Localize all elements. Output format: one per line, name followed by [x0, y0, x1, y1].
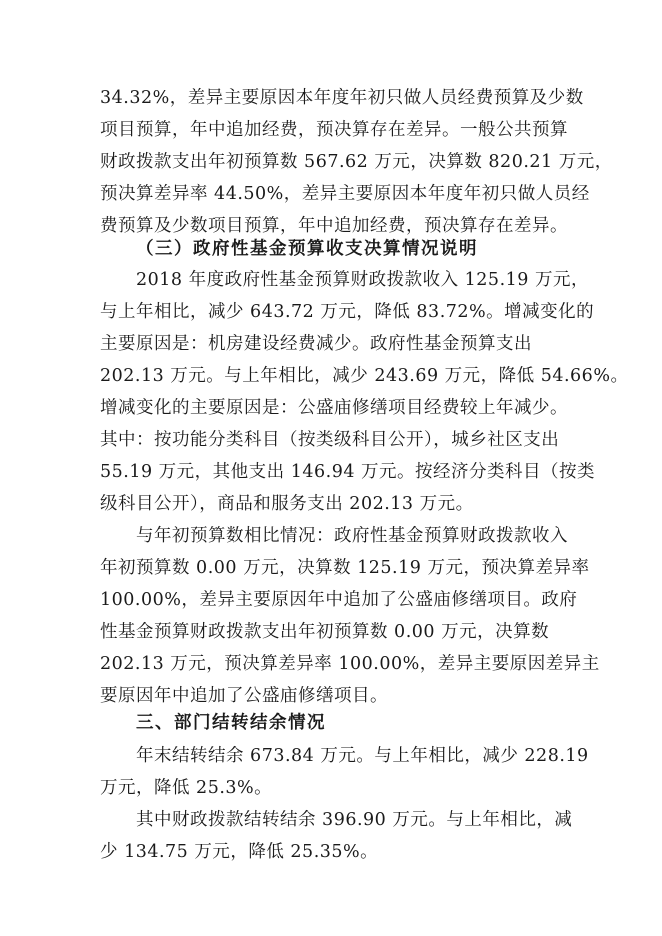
paragraph-line: 年末结转结余 673.84 万元。与上年相比，减少 228.19	[136, 746, 589, 766]
paragraph-line: 202.13 万元。与上年相比，减少 243.69 万元，降低 54.66%。	[100, 366, 629, 386]
paragraph-line: 其中财政拨款结转结余 396.90 万元。与上年相比，减	[136, 810, 573, 830]
paragraph-line: 性基金预算财政拨款支出年初预算数 0.00 万元，决算数	[100, 622, 550, 642]
paragraph-line: 55.19 万元，其他支出 146.94 万元。按经济分类科目（按类	[100, 462, 596, 482]
paragraph-line: 少 134.75 万元，降低 25.35%。	[100, 842, 379, 862]
section-heading-three: 三、部门结转结余情况	[136, 713, 326, 733]
paragraph-line: 2018 年度政府性基金预算财政拨款收入 125.19 万元，	[136, 270, 589, 290]
paragraph-line: 年初预算数 0.00 万元，决算数 125.19 万元，预决算差异率	[100, 558, 590, 578]
section-heading-3: （三）政府性基金预算收支决算情况说明	[136, 239, 478, 259]
paragraph-line: 万元，降低 25.3%。	[100, 778, 273, 798]
paragraph-line: 与上年相比，减少 643.72 万元，降低 83.72%。增减变化的	[100, 302, 595, 322]
paragraph-line: 要原因年中追加了公盛庙修缮项目。	[100, 686, 388, 706]
paragraph-line: 34.32%，差异主要原因本年度年初只做人员经费预算及少数	[100, 88, 584, 108]
paragraph-line: 费预算及少数项目预算，年中追加经费，预决算存在差异。	[100, 216, 568, 236]
paragraph-line: 增减变化的主要原因是：公盛庙修缮项目经费较上年减少。	[100, 398, 568, 418]
paragraph-line: 项目预算，年中追加经费，预决算存在差异。一般公共预算	[100, 120, 568, 140]
paragraph-line: 100.00%，差异主要原因年中追加了公盛庙修缮项目。政府	[100, 590, 578, 610]
paragraph-line: 其中：按功能分类科目（按类级科目公开），城乡社区支出	[100, 430, 560, 450]
paragraph-line: 财政拨款支出年初预算数 567.62 万元，决算数 820.21 万元，	[100, 152, 613, 172]
paragraph-line: 主要原因是：机房建设经费减少。政府性基金预算支出	[100, 334, 532, 354]
paragraph-line: 202.13 万元，预决算差异率 100.00%，差异主要原因差异主	[100, 654, 600, 674]
paragraph-line: 与年初预算数相比情况：政府性基金预算财政拨款收入	[136, 526, 568, 546]
paragraph-line: 预决算差异率 44.50%，差异主要原因本年度年初只做人员经	[100, 184, 590, 204]
paragraph-line: 级科目公开），商品和服务支出 202.13 万元。	[100, 494, 474, 514]
